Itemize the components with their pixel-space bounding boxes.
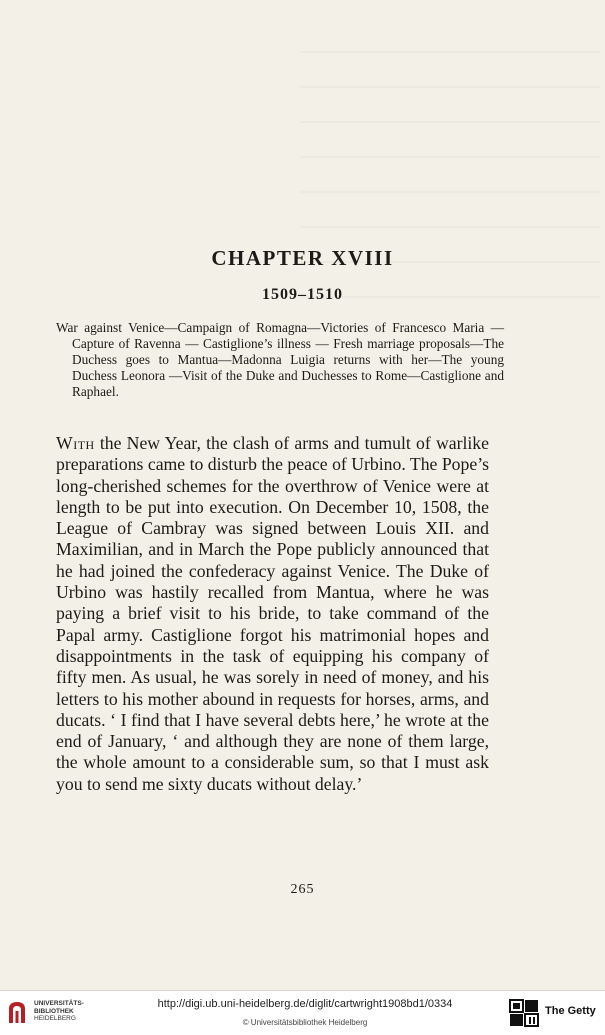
copyright-notice: © Universitätsbibliothek Heidelberg — [242, 1018, 368, 1027]
chapter-heading: CHAPTER XVIII — [211, 246, 394, 270]
library-name: UNIVERSITÄTS- BIBLIOTHEK HEIDELBERG — [34, 1000, 84, 1022]
permalink-url[interactable]: http://digi.ub.uni-heidelberg.de/diglit/cartwright1908bd1/0334 — [157, 998, 453, 1010]
chapter-summary: War against Venice—Campaign of Romagna—Victories of Francesco Maria — Capture of Ravenna — Castiglione’s illness — Fresh marriage proposals—The Duchess goes to Mantua—Madonna Luigia returns with her—The young Duchess Leonora —Visit of the Duke and Duchesses to Rome—Castiglione and Raphael. — [56, 320, 504, 399]
opening-word: With — [56, 433, 95, 453]
show-through-text — [300, 18, 600, 318]
body-paragraph — [56, 433, 489, 795]
page-number: 265 — [290, 882, 315, 897]
partner-name: The Getty — [545, 1005, 596, 1017]
viewer-footer — [0, 990, 605, 1035]
chapter-years: 1509–1510 — [262, 286, 343, 303]
body-text: the New Year, the clash of arms and tumult of warlike preparations came to disturb the peace of Urbino. The Pope’s long-cherished schemes for the overthrow of Venice were at length to be put into execution. On December 10, 1508, the League of Cambray was signed between Louis XII. and Maximilian, and in March the Pope publicly announced that he had joined the confederacy against Venice. The Duke of Urbino was hastily recalled from Mantua, where he was paying a brief visit to his bride, to take command of the Papal army. Castiglione forgot his matrimonial hopes and disappointments in the task of equipping his company of fifty men. As usual, he was sorely in need of money, and his letters to his mother abound in requests for horses, arms, and ducats. ‘ I find that I have several debts here,’ he wrote at the end of January, ‘ and although they are none of them large, the whole amount to a considerable sum, so that I must ask you to send me sixty ducats without delay.’ — [56, 433, 489, 794]
getty-logo-icon[interactable] — [509, 999, 539, 1027]
university-library-logo-icon[interactable] — [6, 999, 28, 1025]
